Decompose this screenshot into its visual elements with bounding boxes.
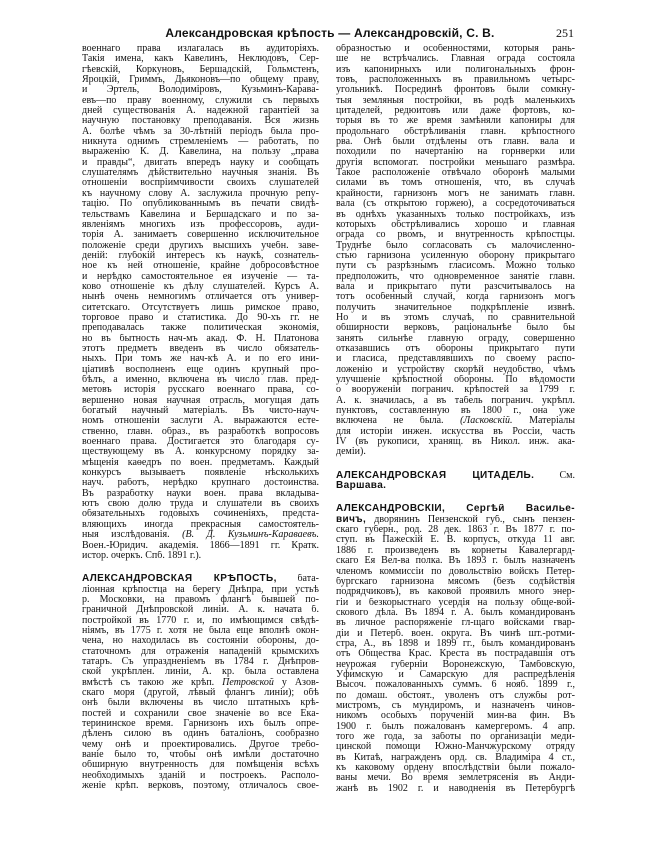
text-line: отъ Общества Крас. Креста въ пострадавшія отъ	[336, 649, 575, 660]
article-paragraph	[336, 504, 575, 794]
text-line: истор. очеркъ. Спб. 1891 г.).	[82, 550, 202, 561]
text-line: никнута однимъ стремленіемъ — работать, по	[82, 137, 319, 148]
text-line: Труднѣе было согласовать съ малочисленно-	[336, 240, 575, 251]
paragraph-gap	[336, 458, 575, 471]
text-segment: См.	[534, 470, 575, 481]
text-line: 1886 г. произведенъ въ корнеты Кавалергард-	[336, 545, 575, 556]
text-line: обязательныхъ годовыхъ сочиненіяхъ, предста-	[82, 509, 319, 520]
text-segment: Матеріалы	[512, 416, 575, 427]
text-line: предположить, что одновременное занятіе главн.	[336, 271, 575, 282]
text-line: и правды“, двигать впередъ науку и сообщать	[82, 157, 319, 168]
text-line: положеніе среди другихъ высшихъ учебн. заве-	[82, 240, 319, 251]
text-line: гѣевскій, Коркуновъ, Бершадскій, Гольмстенъ,	[82, 64, 319, 75]
text-line: скаго моря (другой, лѣвый флангъ линіи); обѣ	[82, 687, 319, 698]
text-line: А. к. значилась, а въ табель погранич. укрѣпл.	[336, 395, 575, 406]
text-line: ліонная крѣпостца на берегу Днѣпра, при устьѣ	[82, 584, 319, 595]
text-line: ской укрѣплен. линіи, А. кр. была оставлена	[82, 667, 319, 678]
text-line: ніямъ, въ 1775 г. хотя не была еще вполнѣ окон-	[82, 625, 319, 636]
text-line: преподавалась также политическая экономія,	[82, 323, 319, 334]
right-column	[336, 44, 575, 794]
text-line: татаръ. Съ упраздненіемъ въ 1784 г. Днѣпров-	[82, 656, 319, 667]
text-line: ваны мечи. Во время землетрясенія въ Анди-	[336, 773, 575, 784]
text-line: получить значительное подкрѣпленіе извнѣ.	[336, 302, 575, 313]
text-line: мистромъ, съ мундиромъ, и назначенъ чинов-	[336, 700, 575, 711]
text-line: этотъ предметъ введенъ въ число обязатель-	[82, 343, 319, 354]
text-line: постройкой въ 1770 г. и, по имѣющимся свѣдѣ-	[82, 615, 319, 626]
text-line: чена, но находилась въ состояніи обороны, до-	[82, 636, 319, 647]
text-line	[336, 515, 575, 525]
text-segment: вмѣстѣ съ такою же крѣп.	[82, 677, 223, 688]
text-segment: ныя изслѣдованія.	[82, 530, 183, 541]
text-line: торговое право и статистика. До 90-хъ гг. не	[82, 312, 319, 323]
text-line: слушателямъ дѣйствительно научныя знанія. Въ	[82, 168, 319, 179]
text-line: изъ капонирныхъ или полигональныхъ фрон-	[336, 64, 575, 75]
text-line: отказавшись отъ обороны прикрытаго пути	[336, 343, 575, 354]
text-line	[336, 416, 575, 426]
running-header: Александровская крѣпость — Александровскій, С. В.	[165, 26, 495, 40]
text-line: по домаш. обстоят., уволенъ отъ службы рот-	[336, 690, 575, 701]
text-line: къ каковому ордену впослѣдствіи были пожало-	[336, 763, 575, 774]
text-line: которыхъ обстрѣливались хорошо и главная	[336, 219, 575, 230]
text-line: конкурсъ вызываетъ появленіе нѣсколькихъ	[82, 468, 319, 479]
italic-reference: (В. Д. Кузьминъ-Караваевъ.	[182, 530, 319, 541]
text-segment: дворянинъ Пензенской губ., сынъ пензен-	[366, 514, 575, 525]
text-line: р. Московки, на правомъ флангѣ бывшей по-	[82, 594, 319, 605]
text-line: 1900 г. былъ пожалованъ камергеромъ. 4 апр.	[336, 721, 575, 732]
italic-reference: Петровской	[222, 677, 274, 688]
text-line	[336, 481, 575, 491]
text-line: научную постановку преподаванія. Вся жизнь	[82, 116, 319, 127]
text-line: цитаделей, редюитовъ или даже фортовъ, ко-	[336, 106, 575, 117]
text-line	[336, 504, 575, 514]
entry-heading: вичъ,	[336, 514, 367, 525]
text-line: продольнаго обстрѣливанія главн. крѣпостного	[336, 126, 575, 137]
text-line: товъ, расположенныхъ въ правильномъ четырс-	[336, 75, 575, 86]
text-line: того же года, за заботы по организаціи меди-	[336, 732, 575, 742]
entry-heading: Варшава.	[336, 481, 387, 492]
text-line: гіи и безкорыстнаго усердія на пользу обще-вой-	[336, 597, 575, 608]
text-line: ограда со рвомъ, и внутренность крѣпостцы.	[336, 230, 575, 241]
text-line: и Эртель, Володиміровъ, Кузьминъ-Карава-	[82, 85, 319, 96]
text-line: улучшеніе крѣпостной обороны. По вѣдомости	[336, 375, 575, 385]
text-line: въ однѣхъ указанныхъ только постройкахъ, изъ	[336, 209, 575, 220]
text-line	[82, 530, 319, 540]
text-line: ково отношеніе къ дѣлу слушателей. Курсъ А.	[82, 281, 319, 292]
entry-heading: АЛЕКСАНДРОВСКАЯ КРѢПОСТЬ,	[82, 574, 277, 585]
text-line: Такія имена, какъ Кавелинъ, Неклюдовъ, Сер-	[82, 54, 319, 65]
text-line: граничной Днѣпровской линіи. А. к. начата б.	[82, 605, 319, 616]
text-line: тотъ особенный случай, когда гарнизонъ могъ	[336, 292, 575, 303]
text-line: чему онѣ и проектировались. Другое требо-	[82, 739, 319, 750]
text-line: номъ отношеніи заслуги А. выражаются есте-	[82, 416, 319, 427]
text-line: А. болѣе чѣмъ за 30-лѣтній періодъ была про-	[82, 126, 319, 137]
text-line: никомъ особыхъ порученій мин-ва фин. Въ	[336, 711, 575, 722]
text-line: вала и прикрытаго пути разсчитывалось на	[336, 281, 575, 292]
text-line: скового дѣла. Въ 1894 г. А. былъ командированъ	[336, 607, 575, 618]
text-line: силами въ томъ отношенія, что, въ случаѣ	[336, 178, 575, 189]
text-line: крайности, гарнизонъ могъ не занимать главн.	[336, 188, 575, 199]
text-line: рва. Онѣ были отдѣлены отъ главн. вала и	[336, 137, 575, 148]
text-line: женіе крѣп. верковъ, поэтому, отличалось свое-	[82, 781, 319, 792]
text-line: дѣленъ силою въ одинъ баталіонъ, сообразно	[82, 729, 319, 740]
text-line: въ личное распоряженіе гл-щаго войсками гвар-	[336, 618, 575, 629]
text-line: но въ бытность нач-мъ акад. Ф. Н. Платонова	[82, 333, 319, 344]
text-line: ютъ свою долю труда и слушатели въ своихъ	[82, 499, 319, 510]
text-line: обширности верковъ, раціональнѣе было бы	[336, 323, 575, 334]
text-line: о вооруженіи погранич. крѣпостей за 1799 г.	[336, 385, 575, 396]
text-line: діи и Петерб. воен. округа. Въ чинѣ шт.-ротми-	[336, 628, 575, 639]
text-line: ступ. въ Пажескій Е. В. корпусъ, откуда 11 авг.	[336, 535, 575, 546]
text-line: ситетскаго. Отсутствуетъ лишь римское право,	[82, 302, 319, 313]
text-line: выраженію К. Д. Кавелина, на пользу „права	[82, 147, 319, 158]
text-line: въ Китаѣ, награжденъ орд. св. Владиміра 4 ст.,	[336, 752, 575, 763]
italic-reference: (Ласковскій.	[460, 416, 513, 427]
text-line: ложенію и устройству скорѣй неудобство, чѣмъ	[336, 364, 575, 375]
text-line: евъ—по праву военному, служили съ первыхъ	[82, 95, 319, 106]
text-line: и гласиса, представлявшихъ по своему распо-	[336, 354, 575, 365]
text-line: Но и въ этомъ случаѣ, по сравнительной	[336, 312, 575, 323]
text-line: статочномъ для отраженія нападеній крымскихъ	[82, 646, 319, 657]
text-line: торыя въ то же время замѣняли капониры для	[336, 116, 575, 127]
text-line: скаго Ея Вел-ва полка. Въ 1893 г. былъ назначенъ	[336, 556, 575, 567]
text-line: занять сильнѣе главную ограду, совершенно	[336, 333, 575, 344]
text-line: вершенно новая научная отрасль, могущая дать	[82, 395, 319, 406]
article-paragraph	[82, 574, 319, 791]
text-line: неурожая губерніи Воронежскую, Тамбовскую,	[336, 659, 575, 670]
text-line: торія А. занимаетъ совершенно исключительное	[82, 230, 319, 241]
text-line: ществующему въ А. конкурсному порядку за-	[82, 447, 319, 458]
text-line: другія вспомогат. постройки меньшаго размѣра.	[336, 157, 575, 168]
text-line: скаго губерн., род. 28 дек. 1863 г. Въ 1877 г. по-	[336, 525, 575, 536]
page-number: 251	[556, 26, 574, 40]
text-line: бѣлъ, а именно, включена въ число глав. пред-	[82, 375, 319, 385]
text-line: обширную внутренность для помѣщенія всѣхъ	[82, 760, 319, 771]
article-paragraph	[336, 44, 575, 458]
text-line: ваніе было то, чтобы онѣ имѣли достаточно	[82, 750, 319, 761]
text-line: и нерѣдко самостоятельное ея изученіе — та-	[82, 271, 319, 282]
text-line: подрядчиковъ), въ каковой проявилъ много энер-	[336, 587, 575, 598]
text-segment: включена не была.	[336, 416, 461, 427]
text-line: Уфимскую и Самарскую для распредѣленія	[336, 669, 575, 680]
text-line: метовъ исторія русскаго военнаго права, со-	[82, 385, 319, 396]
text-line: вляющихъ иногда прекрасныя самостоятель-	[82, 519, 319, 530]
text-line: членомъ коммиссіи по довольствію войскъ Петер-	[336, 566, 575, 577]
text-line: угольникѣ. Посрединѣ фронтовъ были сомкну-	[336, 85, 575, 96]
text-line: онѣ были включены въ число штатныхъ крѣ-	[82, 698, 319, 709]
text-line: стью гарнизона усиленную оборону прикрытаго	[336, 250, 575, 261]
text-line: Высоч. пожалованныхъ суммъ. 6 нояб. 1899 г.,	[336, 680, 575, 691]
text-line	[82, 574, 319, 584]
text-line: образностью и особенностями, которыя рань-	[336, 44, 575, 54]
text-line: богатый научный матеріалъ. Въ чисто-науч-	[82, 406, 319, 417]
text-line: терининское время. Гарнизонъ ихъ былъ опре-	[82, 719, 319, 729]
paragraph-gap	[82, 561, 319, 574]
entry-heading: АЛЕКСАНДРОВСКІЙ, Сергѣй Василье-	[336, 504, 575, 515]
text-line: ныхъ. При томъ же нач-кѣ А. и по его ини-	[82, 354, 319, 365]
article-paragraph	[82, 44, 319, 561]
text-line: Яроцкій, Гриммъ, Дьяконовъ—по общему праву,	[82, 75, 319, 86]
text-line: Въ разработку науки воен. права вкладыва-	[82, 488, 319, 499]
text-segment: бата-	[276, 574, 319, 585]
text-line: стра, А., въ 1898 и 1899 гг., былъ командированъ	[336, 638, 575, 649]
text-line: ше не встрѣчались. Главная ограда состояла	[336, 54, 575, 65]
text-line: необходимыхъ зданій и построекъ. Располо-	[82, 770, 319, 781]
text-line: для исторіи инжен. искусства въ Россіи, часть	[336, 426, 575, 437]
text-line: походили по начертанію на горнверки или	[336, 147, 575, 158]
text-line: цинской помощи Южно-Манчжурскому отряду	[336, 742, 575, 753]
text-line: военнаго права. Достигается это благодаря су-	[82, 437, 319, 448]
entry-heading: АЛЕКСАНДРОВСКАЯ ЦИТАДЕЛЬ.	[336, 470, 535, 481]
text-line: Воен.-Юридич. академія. 1866—1891 гг. Кратк.	[82, 540, 319, 551]
text-line: тацію. По опубликованнымъ въ печати свидѣ-	[82, 199, 319, 210]
text-line: деміи).	[336, 447, 366, 458]
article-paragraph	[336, 471, 575, 492]
text-line: деній: глубокій интересъ къ наукѣ, сознатель-	[82, 250, 319, 261]
text-line: тельствамъ Кавелина и Бершадскаго и по за-	[82, 209, 319, 220]
text-line: пути съ разрѣзнымъ гласисомъ. Можно только	[336, 261, 575, 272]
text-line: къ научному слову А. заслужила прочную репу-	[82, 188, 319, 199]
text-line: науч. работъ, нерѣдко крупнаго достоинства.	[82, 478, 319, 489]
text-line: постей и сохранили свое значеніе во все Ека-	[82, 708, 319, 719]
text-line: пунктовъ, составленную въ 1800 г., она уже	[336, 406, 575, 417]
text-line: тыя земляныя постройки, въ родѣ маленькихъ	[336, 95, 575, 106]
text-line: жанѣ въ 1902 г. и наводненія въ Петербургѣ	[336, 783, 575, 794]
text-line	[336, 471, 575, 481]
text-line: Такое расположеніе отвѣчало оборонѣ малыми	[336, 168, 575, 179]
text-line: ціативѣ восполненъ еще одинъ крупный про-	[82, 364, 319, 375]
text-line: вала (съ открытою горжею), а сосредоточиваться	[336, 199, 575, 210]
text-line: мѣщенія каѳедръ по воен. предметамъ. Каждый	[82, 457, 319, 468]
text-line: нынѣ очень немногимъ отличается отъ универ-	[82, 292, 319, 303]
text-line: явленіямъ многихъ изъ профессоровъ, ауди-	[82, 219, 319, 230]
paragraph-gap	[336, 491, 575, 504]
text-line: ственно, главн. образ., въ разработкѣ вопросовъ	[82, 426, 319, 437]
left-column	[82, 44, 319, 791]
text-line: отношеніи воспріимчивости своихъ слушателей	[82, 178, 319, 189]
text-segment: у Азов-	[273, 677, 319, 688]
text-line: бургскаго гарнизона мясомъ (безъ содѣйствія	[336, 576, 575, 587]
text-line: дней существованія А. надежной гарантіей за	[82, 106, 319, 117]
text-line: IV (въ рукописи, хранящ. въ Никол. инж. ака-	[336, 437, 575, 448]
text-line: военнаго права излагалась въ аудиторіяхъ.	[82, 44, 319, 54]
text-line	[82, 678, 319, 688]
text-line: ное къ ней отношеніе, крайне добросовѣстное	[82, 261, 319, 272]
